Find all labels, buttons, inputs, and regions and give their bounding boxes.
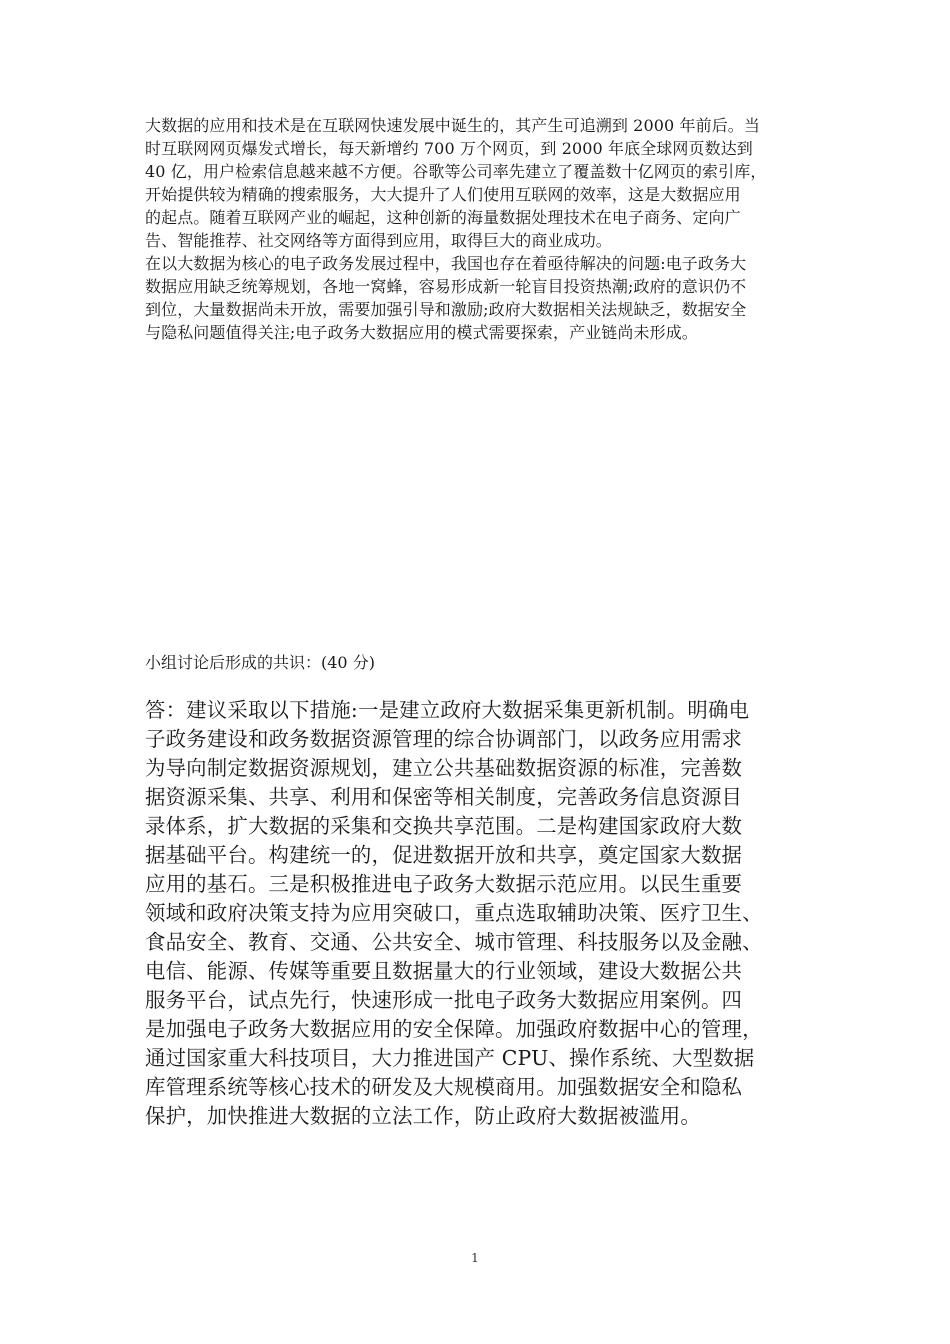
section-heading: 小组讨论后形成的共识：(40 分) [145, 653, 375, 672]
intro-line: 40 亿，用户检索信息越来越不方便。谷歌等公司率先建立了覆盖数十亿网页的索引库， [145, 162, 767, 181]
intro-line: 在以大数据为核心的电子政务发展过程中，我国也存在着亟待解决的问题:电子政务大 [145, 254, 747, 273]
answer-line: 录体系，扩大数据的采集和交换共享范围。二是构建国家政府大数 [145, 814, 743, 838]
answer-line: 服务平台，试点先行，快速形成一批电子政务大数据应用案例。四 [145, 988, 743, 1012]
answer-line: 库管理系统等核心技术的研发及大规模商用。加强数据安全和隐私 [145, 1075, 743, 1099]
intro-line: 开始提供较为精确的搜索服务，大大提升了人们使用互联网的效率，这是大数据应用 [145, 185, 741, 204]
answer-line: 食品安全、教育、交通、公共安全、城市管理、科技服务以及金融、 [145, 930, 763, 954]
answer-line: 电信、能源、传媒等重要且数据量大的行业领域，建设大数据公共 [145, 959, 743, 983]
answer-line: 通过国家重大科技项目，大力推进国产 CPU、操作系统、大型数据 [145, 1046, 755, 1070]
intro-line: 时互联网网页爆发式增长，每天新增约 700 万个网页，到 2000 年底全球网页数达到 [145, 139, 753, 158]
intro-line: 的起点。随着互联网产业的崛起，这种创新的海量数据处理技术在电子商务、定向广 [145, 208, 741, 227]
answer-line: 答：建议采取以下措施:一是建立政府大数据采集更新机制。明确电 [145, 698, 750, 722]
intro-line: 数据应用缺乏统筹规划，各地一窝蜂，容易形成新一轮盲目投资热潮;政府的意识仍不 [145, 277, 747, 296]
intro-line: 到位，大量数据尚未开放，需要加强引导和激励;政府大数据相关法规缺乏，数据安全 [145, 300, 747, 319]
intro-line: 大数据的应用和技术是在互联网快速发展中诞生的，其产生可追溯到 2000 年前后。当 [145, 116, 760, 135]
page-number: 1 [471, 1251, 479, 1265]
intro-line: 与隐私问题值得关注;电子政务大数据应用的模式需要探索，产业链尚未形成。 [145, 323, 698, 342]
answer-line: 应用的基石。三是积极推进电子政务大数据示范应用。以民生重要 [145, 872, 743, 896]
intro-line: 告、智能推荐、社交网络等方面得到应用，取得巨大的商业成功。 [145, 231, 612, 250]
answer-line: 是加强电子政务大数据应用的安全保障。加强政府数据中心的管理， [145, 1017, 763, 1041]
answer-line: 为导向制定数据资源规划，建立公共基础数据资源的标准，完善数 [145, 756, 743, 780]
answer-line: 据资源采集、共享、利用和保密等相关制度，完善政务信息资源目 [145, 785, 743, 809]
answer-line: 领域和政府决策支持为应用突破口，重点选取辅助决策、医疗卫生、 [145, 901, 763, 925]
answer-line: 据基础平台。构建统一的，促进数据开放和共享，奠定国家大数据 [145, 843, 743, 867]
answer-line: 子政务建设和政务数据资源管理的综合协调部门，以政务应用需求 [145, 727, 743, 751]
answer-line: 保护，加快推进大数据的立法工作，防止政府大数据被滥用。 [145, 1104, 701, 1128]
